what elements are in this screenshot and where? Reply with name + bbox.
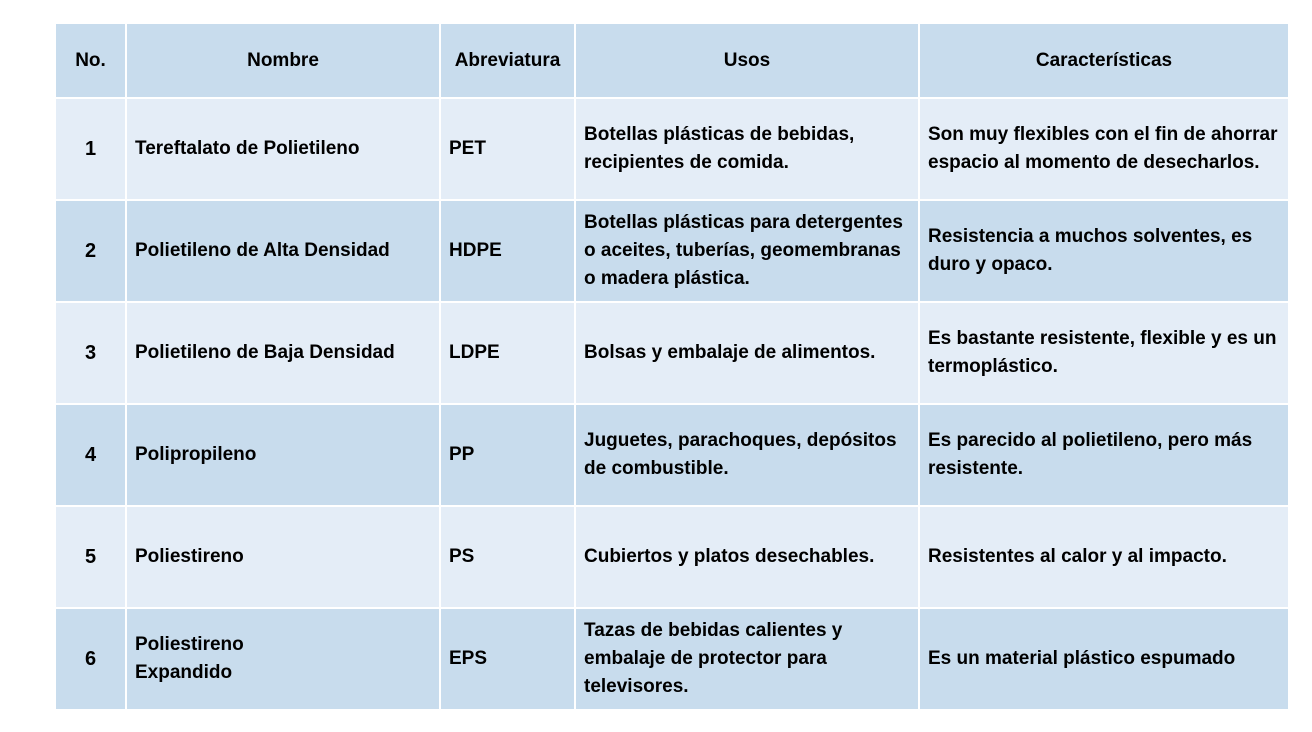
cell-caracteristicas: Resistencia a muchos solventes, es duro y opaco.	[919, 200, 1289, 302]
table-row	[55, 200, 1289, 302]
table-row	[55, 98, 1289, 200]
cell-caracteristicas: Es un material plástico espumado	[919, 608, 1289, 710]
cell-usos: Bolsas y embalaje de alimentos.	[575, 302, 919, 404]
cell-abreviatura: PS	[440, 506, 575, 608]
header-caracteristicas: Características	[919, 23, 1289, 98]
header-abreviatura: Abreviatura	[440, 23, 575, 98]
cell-usos: Juguetes, parachoques, depósitos de combustible.	[575, 404, 919, 506]
cell-no: 2	[55, 200, 126, 302]
cell-no: 1	[55, 98, 126, 200]
header-no: No.	[55, 23, 126, 98]
plastics-table	[54, 22, 1290, 711]
table-row	[55, 608, 1289, 710]
cell-nombre: Polipropileno	[126, 404, 440, 506]
cell-caracteristicas: Resistentes al calor y al impacto.	[919, 506, 1289, 608]
cell-caracteristicas: Son muy flexibles con el fin de ahorrar espacio al momento de desecharlos.	[919, 98, 1289, 200]
cell-no: 5	[55, 506, 126, 608]
cell-nombre: Poliestireno	[126, 506, 440, 608]
cell-abreviatura: LDPE	[440, 302, 575, 404]
cell-caracteristicas: Es parecido al polietileno, pero más resistente.	[919, 404, 1289, 506]
table-header-row	[55, 23, 1289, 98]
cell-no: 6	[55, 608, 126, 710]
cell-nombre: Polietileno de Baja Densidad	[126, 302, 440, 404]
header-usos: Usos	[575, 23, 919, 98]
table-row	[55, 404, 1289, 506]
cell-abreviatura: PP	[440, 404, 575, 506]
cell-abreviatura: PET	[440, 98, 575, 200]
cell-caracteristicas: Es bastante resistente, flexible y es un termoplástico.	[919, 302, 1289, 404]
cell-nombre-text: Poliestireno Expandido	[135, 634, 244, 683]
header-nombre: Nombre	[126, 23, 440, 98]
cell-nombre: Tereftalato de Polietileno	[126, 98, 440, 200]
cell-no: 4	[55, 404, 126, 506]
cell-nombre: Polietileno de Alta Densidad	[126, 200, 440, 302]
table-row	[55, 302, 1289, 404]
cell-no: 3	[55, 302, 126, 404]
cell-abreviatura: HDPE	[440, 200, 575, 302]
cell-usos: Botellas plásticas para detergentes o aceites, tuberías, geomembranas o madera plástica.	[575, 200, 919, 302]
cell-usos: Botellas plásticas de bebidas, recipientes de comida.	[575, 98, 919, 200]
cell-usos: Tazas de bebidas calientes y embalaje de protector para televisores.	[575, 608, 919, 710]
cell-abreviatura: EPS	[440, 608, 575, 710]
cell-usos: Cubiertos y platos desechables.	[575, 506, 919, 608]
table-row	[55, 506, 1289, 608]
cell-nombre	[126, 608, 440, 710]
